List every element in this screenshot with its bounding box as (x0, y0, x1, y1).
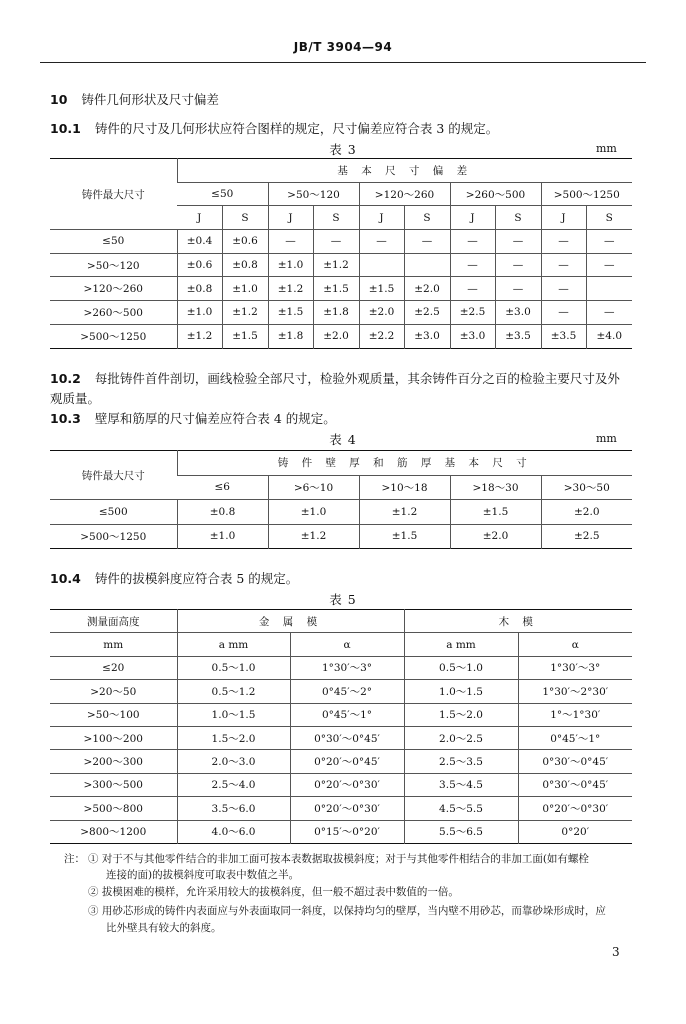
table-row (50, 750, 632, 773)
table-cell: ±0.8 (177, 500, 268, 525)
table-4-group-header: 铸 件 壁 厚 和 筋 厚 基 本 尺 寸 (177, 451, 632, 476)
note-3-cont: 比外壁具有较大的斜度。 (106, 922, 222, 934)
table-cell: ±2.0 (313, 324, 359, 348)
table-cell: ±0.8 (177, 277, 222, 301)
table-3-unit: mm (596, 142, 617, 155)
table-cell: 1°30′～2°30′ (518, 680, 632, 703)
table-5-sub-header: α (518, 633, 632, 656)
table-cell: ±2.0 (404, 277, 450, 301)
table-3-sub-header: S (222, 206, 268, 230)
document-code: JB/T 3904—94 (293, 40, 393, 54)
table-cell: — (268, 230, 313, 254)
table-4-range-header: >10～18 (359, 475, 450, 500)
table-row (50, 656, 632, 679)
table-cell: 0°20′～0°30′ (290, 797, 404, 820)
table-cell (359, 253, 404, 277)
table-cell: ±2.5 (541, 524, 632, 549)
table-cell (404, 253, 450, 277)
clause-number: 10.4 (50, 571, 81, 586)
table-cell: 2.5～4.0 (177, 773, 290, 796)
table-cell: ±3.0 (450, 324, 495, 348)
table-cell: 1.0～1.5 (177, 703, 290, 726)
table-cell: ±2.5 (404, 301, 450, 325)
row-label: >800～1200 (80, 826, 147, 839)
table-cell: 0°15′～0°20′ (290, 820, 404, 843)
clause-text: 每批铸件首件剖切，画线检验全部尺寸，检验外观质量，其余铸件百分之百的检验主要尺寸及外 (94, 371, 620, 386)
table-cell: 1°30′～3° (518, 656, 632, 679)
table-cell: ±2.0 (359, 301, 404, 325)
table-cell: 0°20′～0°30′ (290, 773, 404, 796)
table-cell: 1.5～2.0 (404, 703, 518, 726)
table-cell: — (541, 277, 586, 301)
row-label: >120～260 (50, 277, 177, 301)
table-cell: ±3.5 (541, 324, 586, 348)
table-cell: ±3.5 (495, 324, 541, 348)
table-row (50, 277, 632, 301)
table-cell: 0°20′ (518, 820, 632, 843)
table-cell: 0°30′～0°45′ (290, 726, 404, 749)
table-cell: ±2.0 (450, 524, 541, 549)
table-cell: 0.5～1.2 (177, 680, 290, 703)
table-cell: ±1.5 (359, 277, 404, 301)
table-5-sub-header: α (290, 633, 404, 656)
table-3-sub-header: J (359, 206, 404, 230)
table-cell: — (495, 230, 541, 254)
table-3-range-header: >50～120 (268, 182, 359, 206)
page-number: 3 (612, 945, 620, 959)
clause-10-4 (50, 569, 298, 587)
note-2: ② 拔模困难的模样，允许采用较大的拔模斜度，但一般不超过表中数值的一倍。 (88, 886, 459, 898)
table-cell: ±1.5 (268, 301, 313, 325)
table-5-wood-header: 木 模 (404, 610, 632, 633)
table-row (50, 253, 632, 277)
table-4-range-header: >6～10 (268, 475, 359, 500)
table-cell: ±1.0 (177, 524, 268, 549)
table-cell: ±0.8 (222, 253, 268, 277)
table-3-sub-header: S (404, 206, 450, 230)
notes-prefix: 注： (64, 853, 85, 865)
table-cell: 0°45′～2° (290, 680, 404, 703)
table-cell: — (450, 230, 495, 254)
table-cell: 2.0～2.5 (404, 726, 518, 749)
clause-text: 壁厚和筋厚的尺寸偏差应符合表 4 的规定。 (94, 411, 336, 426)
table-cell: ±4.0 (586, 324, 632, 348)
clause-number: 10.3 (50, 411, 81, 426)
table-cell: 4.5～5.5 (404, 797, 518, 820)
table-cell: ±1.2 (313, 253, 359, 277)
table-4-caption: 表 4 (329, 432, 357, 447)
table-cell: ±0.6 (177, 253, 222, 277)
table-row (50, 230, 632, 254)
table-cell: ±1.0 (268, 253, 313, 277)
table-cell: — (586, 301, 632, 325)
row-label: >300～500 (50, 773, 177, 796)
section-number: 10 (50, 92, 68, 107)
table-cell: ±3.0 (404, 324, 450, 348)
table-cell: 1°30′～3° (290, 656, 404, 679)
table-4 (50, 450, 632, 549)
clause-10-2 (50, 369, 620, 387)
table-3 (50, 158, 632, 349)
table-3-group-header: 基 本 尺 寸 偏 差 (177, 159, 632, 183)
table-cell: 0.5～1.0 (177, 656, 290, 679)
table-cell: ±2.5 (450, 301, 495, 325)
table-4-range-header: >30～50 (541, 475, 632, 500)
table-4-rowhead: 铸件最大尺寸 (50, 451, 177, 500)
table-3-caption: 表 3 (329, 142, 357, 157)
table-cell: — (586, 230, 632, 254)
row-label: >50～100 (50, 703, 177, 726)
table-cell: ±1.5 (450, 500, 541, 525)
table-cell: ±1.5 (222, 324, 268, 348)
table-5-metal-header: 金 属 模 (177, 610, 404, 633)
table-cell: 1°～1°30′ (518, 703, 632, 726)
row-label: >500～800 (50, 797, 177, 820)
table-5-sub-header: a mm (177, 633, 290, 656)
table-cell: 0°45′～1° (518, 726, 632, 749)
table-3-sub-header: S (495, 206, 541, 230)
row-label: >50～120 (50, 253, 177, 277)
table-cell: — (495, 253, 541, 277)
row-label: >500～1250 (80, 330, 147, 343)
table-cell: ±2.2 (359, 324, 404, 348)
table-cell: ±1.5 (359, 524, 450, 549)
table-row (50, 680, 632, 703)
table-row (50, 324, 632, 348)
row-label: >200～300 (50, 750, 177, 773)
table-3-range-header: >120～260 (359, 182, 450, 206)
table-cell: ±1.2 (177, 324, 222, 348)
table-cell: ±0.6 (222, 230, 268, 254)
table-cell: — (359, 230, 404, 254)
table-3-sub-header: S (586, 206, 632, 230)
table-cell: ±0.4 (177, 230, 222, 254)
note-1-cont: 连接的面)的拔模斜度可取表中数值之半。 (106, 869, 300, 881)
table-cell: 0°30′～0°45′ (518, 773, 632, 796)
table-cell: — (313, 230, 359, 254)
table-5-caption: 表 5 (329, 592, 357, 607)
table-5-unit-header: mm (50, 633, 177, 656)
section-title: 铸件几何形状及尺寸偏差 (81, 92, 219, 107)
table-cell: 3.5～4.5 (404, 773, 518, 796)
table-cell: 0.5～1.0 (404, 656, 518, 679)
table-cell: 0°30′～0°45′ (518, 750, 632, 773)
table-row (50, 773, 632, 796)
table-row (50, 500, 632, 525)
table-cell: — (450, 253, 495, 277)
table-row (50, 703, 632, 726)
table-3-sub-header: J (541, 206, 586, 230)
table-cell: 4.0～6.0 (177, 820, 290, 843)
clause-text: 铸件的拔模斜度应符合表 5 的规定。 (94, 571, 299, 586)
table-cell: ±1.0 (222, 277, 268, 301)
row-label: ≤50 (50, 230, 177, 254)
row-label: >500～1250 (80, 530, 147, 543)
table-3-sub-header: J (177, 206, 222, 230)
table-cell: 0°45′～1° (290, 703, 404, 726)
table-cell: 0°20′～0°45′ (290, 750, 404, 773)
table-cell: ±1.0 (177, 301, 222, 325)
table-3-range-header: ≤50 (177, 182, 268, 206)
table-3-rowhead: 铸件最大尺寸 (50, 159, 177, 230)
table-cell: 2.5～3.5 (404, 750, 518, 773)
table-cell: ±1.8 (268, 324, 313, 348)
table-3-range-header: >500～1250 (541, 182, 632, 206)
header-rule (40, 62, 646, 63)
table-3-range-header: >260～500 (450, 182, 541, 206)
table-cell: 3.5～6.0 (177, 797, 290, 820)
row-label: >20～50 (50, 680, 177, 703)
table-row (50, 726, 632, 749)
table-cell: 5.5～6.5 (404, 820, 518, 843)
table-3-sub-header: S (313, 206, 359, 230)
clause-10-3 (50, 409, 336, 427)
clause-10-1 (50, 119, 498, 137)
table-cell: ±1.2 (268, 524, 359, 549)
table-cell: — (404, 230, 450, 254)
table-4-range-header: >18～30 (450, 475, 541, 500)
clause-number: 10.2 (50, 371, 81, 386)
clause-number: 10.1 (50, 121, 81, 136)
table-3-sub-header: J (450, 206, 495, 230)
table-5-measure-header: 测量面高度 (50, 610, 177, 633)
table-cell: — (586, 253, 632, 277)
table-cell: — (541, 230, 586, 254)
table-row (50, 820, 632, 843)
table-4-unit: mm (596, 432, 617, 445)
table-cell: 1.0～1.5 (404, 680, 518, 703)
table-cell: ±1.0 (268, 500, 359, 525)
table-cell: ±1.2 (268, 277, 313, 301)
table-3-sub-header: J (268, 206, 313, 230)
table-cell: ±1.5 (313, 277, 359, 301)
note-1: ① 对于不与其他零件结合的非加工面可按本表数据取拔模斜度；对于与其他零件相结合的非加工面(如有螺栓 (88, 853, 589, 865)
table-cell: ±1.8 (313, 301, 359, 325)
table-row (50, 524, 632, 549)
table-cell (586, 277, 632, 301)
clause-text: 铸件的尺寸及几何形状应符合图样的规定，尺寸偏差应符合表 3 的规定。 (94, 121, 499, 136)
table-row (50, 797, 632, 820)
table-cell: 0°20′～0°30′ (518, 797, 632, 820)
table-cell: ±3.0 (495, 301, 541, 325)
table-cell: 2.0～3.0 (177, 750, 290, 773)
table-cell: — (495, 277, 541, 301)
table-cell: ±1.2 (359, 500, 450, 525)
row-label: ≤20 (50, 656, 177, 679)
clause-10-2-cont: 观质量。 (50, 391, 101, 406)
row-label: ≤500 (50, 500, 177, 525)
table-cell: ±2.0 (541, 500, 632, 525)
section-10-heading (50, 90, 219, 108)
note-3: ③ 用砂芯形成的铸件内表面应与外表面取同一斜度，以保持均匀的壁厚，当内壁不用砂芯，而靠砂垛形成时，应 (88, 905, 606, 917)
table-4-range-header: ≤6 (177, 475, 268, 500)
table-cell: — (541, 301, 586, 325)
table-5 (50, 609, 632, 844)
table-cell: — (541, 253, 586, 277)
table-cell: 1.5～2.0 (177, 726, 290, 749)
row-label: >260～500 (50, 301, 177, 325)
table-row (50, 301, 632, 325)
row-label: >100～200 (50, 726, 177, 749)
table-cell: — (450, 277, 495, 301)
table-cell: ±1.2 (222, 301, 268, 325)
table-5-sub-header: a mm (404, 633, 518, 656)
